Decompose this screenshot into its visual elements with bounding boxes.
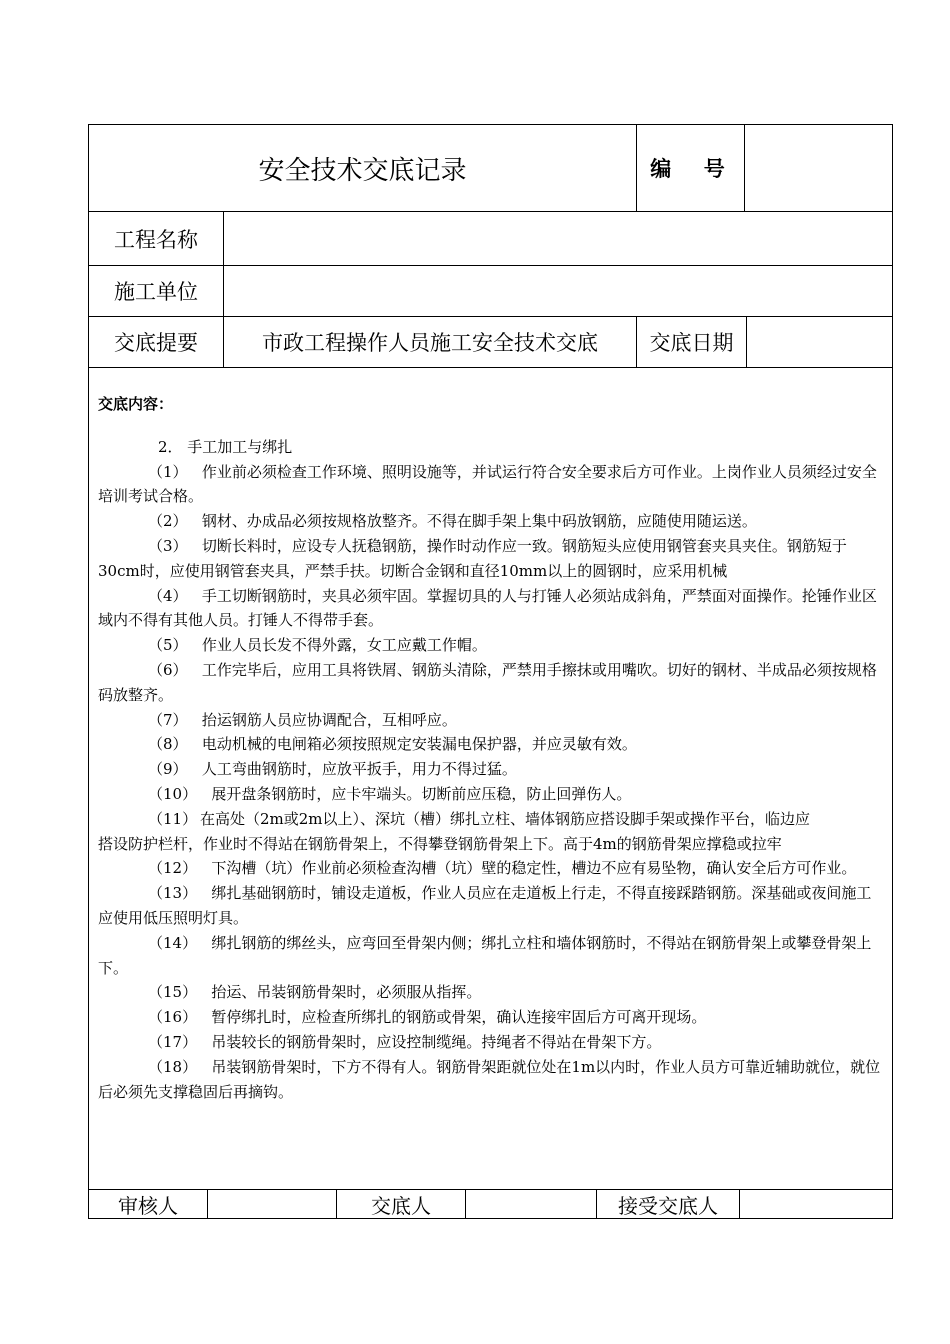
receiver-value[interactable] xyxy=(740,1190,892,1218)
list-item xyxy=(98,584,884,634)
list-item xyxy=(98,782,884,807)
date-value[interactable] xyxy=(747,317,892,367)
item-number: （10） xyxy=(148,784,198,803)
item-text: 切断长料时，应设专人抚稳钢筋，操作时动作应一致。钢筋短头应使用钢管套夹具夹住。钢筋短于30cm时，应使用钢管套夹具，严禁手扶。切断合金钢和直径10mm以上的圆钢时，应采用机械 xyxy=(98,536,847,580)
item-number: （11） xyxy=(148,809,198,828)
item-number: （9） xyxy=(148,760,188,779)
item-number: （13） xyxy=(148,884,198,903)
item-text: 作业人员长发不得外露，女工应戴工作帽。 xyxy=(201,636,487,655)
list-item xyxy=(98,509,884,534)
project-name-row xyxy=(89,212,892,266)
list-item xyxy=(98,881,884,931)
list-item xyxy=(98,931,884,981)
summary-label: 交底提要 xyxy=(89,317,224,367)
item-text: 手工切断钢筋时，夹具必须牢固。掌握切具的人与打锤人必须站成斜角，严禁面对面操作。抡锤作业区域内不得有其他人员。打锤人不得带手套。 xyxy=(98,586,877,630)
item-number: （8） xyxy=(148,735,188,754)
item-number: （18） xyxy=(148,1057,198,1076)
item-number: （12） xyxy=(148,859,198,878)
list-item xyxy=(98,1055,884,1105)
signature-row xyxy=(89,1190,892,1218)
list-item xyxy=(98,1005,884,1030)
item-text: 电动机械的电闸箱必须按照规定安装漏电保护器，并应灵敏有效。 xyxy=(201,735,637,754)
item-text: 抬运钢筋人员应协调配合，互相呼应。 xyxy=(201,710,457,729)
list-item xyxy=(98,980,884,1005)
presenter-label: 交底人 xyxy=(337,1190,466,1218)
unit-row xyxy=(89,266,892,317)
receiver-label: 接受交底人 xyxy=(597,1190,740,1218)
item-text: 在高处（2m或2m以上）、深坑（槽）绑扎立柱、墙体钢筋应搭设脚手架或操作平台，临边应 xyxy=(200,809,811,828)
project-name-value[interactable] xyxy=(224,212,892,265)
item-number: （4） xyxy=(148,586,188,605)
project-name-label: 工程名称 xyxy=(89,212,224,265)
item-text: 展开盘条钢筋时，应卡牢端头。切断前应压稳，防止回弹伤人。 xyxy=(211,784,632,803)
number-value[interactable] xyxy=(745,125,892,211)
item-number: （17） xyxy=(148,1032,198,1051)
list-item xyxy=(98,856,884,881)
item-text: 工作完毕后，应用工具将铁屑、钢筋头清除，严禁用手擦抹或用嘴吹。切好的钢材、半成品必须按规格码放整齐。 xyxy=(98,660,877,704)
item-number: （15） xyxy=(148,983,198,1002)
list-item xyxy=(98,807,884,832)
unit-label: 施工单位 xyxy=(89,266,224,316)
record-form xyxy=(88,124,893,1219)
number-label: 编 号 xyxy=(637,125,745,211)
item-number: （3） xyxy=(148,536,188,555)
summary-row xyxy=(89,317,892,368)
content-heading: 交底内容： xyxy=(98,395,174,413)
item-number: （2） xyxy=(148,512,188,531)
list-item xyxy=(98,708,884,733)
summary-value: 市政工程操作人员施工安全技术交底 xyxy=(224,317,637,367)
list-item xyxy=(98,1030,884,1055)
item-number: （16） xyxy=(148,1008,198,1027)
item-number: （7） xyxy=(148,710,188,729)
item-text: 暂停绑扎时，应检查所绑扎的钢筋或骨架，确认连接牢固后方可离开现场。 xyxy=(211,1008,707,1027)
content-area xyxy=(89,368,892,1190)
item-number: （14） xyxy=(148,933,198,952)
item-number: （5） xyxy=(148,636,188,655)
list-item xyxy=(98,757,884,782)
item-number: （1） xyxy=(148,462,188,481)
reviewer-label: 审核人 xyxy=(89,1190,208,1218)
section-title: 2． 手工加工与绑扎 xyxy=(158,437,293,456)
list-item xyxy=(98,460,884,510)
list-item xyxy=(98,658,884,708)
item-text: 绑扎基础钢筋时，铺设走道板，作业人员应在走道板上行走，不得直接踩踏钢筋。深基础或夜间施工应使用低压照明灯具。 xyxy=(98,884,872,927)
item-text: 作业前必须检查工作环境、照明设施等，并试运行符合安全要求后方可作业。上岗作业人员须经过安全培训考试合格。 xyxy=(98,462,877,506)
item-text: 下沟槽（坑）作业前必须检查沟槽（坑）壁的稳定性，槽边不应有易坠物，确认安全后方可作业。 xyxy=(211,859,857,878)
item-text: 钢材、办成品必须按规格放整齐。不得在脚手架上集中码放钢筋，应随使用随运送。 xyxy=(201,512,757,531)
unit-value[interactable] xyxy=(224,266,892,316)
item-text: 绑扎钢筋的绑丝头，应弯回至骨架内侧；绑扎立柱和墙体钢筋时，不得站在钢筋骨架上或攀登骨架上下。 xyxy=(98,933,872,977)
list-item xyxy=(98,633,884,658)
item-text: 吊装较长的钢筋骨架时，应设控制缆绳。持绳者不得站在骨架下方。 xyxy=(211,1032,662,1051)
reviewer-value[interactable] xyxy=(208,1190,337,1218)
date-label: 交底日期 xyxy=(637,317,747,367)
list-item xyxy=(98,534,884,584)
item-number: （6） xyxy=(148,660,188,679)
item-text: 人工弯曲钢筋时，应放平扳手，用力不得过猛。 xyxy=(201,760,517,779)
item-text: 抬运、吊装钢筋骨架时，必须服从指挥。 xyxy=(211,983,482,1002)
list-item-continuation: 搭设防护栏杆，作业时不得站在钢筋骨架上，不得攀登钢筋骨架上下。高于4m的钢筋骨架应撑稳或拉牢 xyxy=(98,834,782,853)
list-item xyxy=(98,732,884,757)
title-row xyxy=(89,125,892,212)
item-text: 吊装钢筋骨架时，下方不得有人。钢筋骨架距就位处在1m以内时，作业人员方可靠近辅助就位，就位后必须先支撑稳固后再摘钩。 xyxy=(98,1057,881,1101)
presenter-value[interactable] xyxy=(466,1190,597,1218)
form-title: 安全技术交底记录 xyxy=(89,125,637,211)
